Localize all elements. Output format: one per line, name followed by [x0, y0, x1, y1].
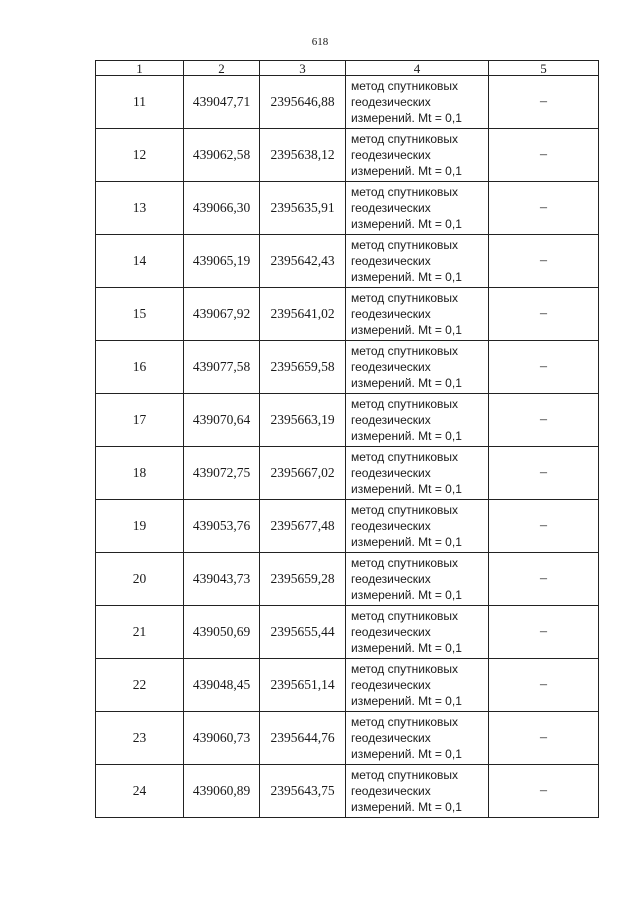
method-cell [346, 76, 489, 129]
column-header-4: 4 [346, 61, 489, 76]
method-line-3: измерений. Mt = 0,1 [351, 111, 462, 125]
table-row [96, 182, 599, 235]
method-cell [346, 500, 489, 553]
method-line-2: геодезических [351, 466, 431, 480]
coordinates-table [95, 60, 599, 818]
method-line-2: геодезических [351, 625, 431, 639]
method-cell [346, 553, 489, 606]
method-cell [346, 712, 489, 765]
method-line-2: геодезических [351, 360, 431, 374]
method-cell [346, 447, 489, 500]
page-number: 618 [311, 36, 329, 48]
method-line-1: метод спутниковых [351, 291, 459, 305]
method-line-3: измерений. Mt = 0,1 [351, 270, 462, 284]
method-line-2: геодезических [351, 201, 431, 215]
method-line-2: геодезических [351, 307, 431, 321]
y-coordinate-cell: 2395659,28 [260, 553, 346, 606]
table-header-row [96, 61, 599, 76]
method-cell [346, 394, 489, 447]
y-coordinate-cell: 2395644,76 [260, 712, 346, 765]
point-number-cell: 20 [96, 553, 184, 606]
table-row [96, 765, 599, 818]
point-number-cell: 14 [96, 235, 184, 288]
method-line-3: измерений. Mt = 0,1 [351, 747, 462, 761]
method-cell [346, 765, 489, 818]
table-row [96, 394, 599, 447]
method-line-1: метод спутниковых [351, 662, 459, 676]
column-5-cell: – [489, 606, 599, 659]
x-coordinate-cell: 439062,58 [184, 129, 260, 182]
column-5-cell: – [489, 288, 599, 341]
method-line-1: метод спутниковых [351, 768, 459, 782]
x-coordinate-cell: 439060,73 [184, 712, 260, 765]
y-coordinate-cell: 2395646,88 [260, 76, 346, 129]
column-5-cell: – [489, 447, 599, 500]
method-line-1: метод спутниковых [351, 238, 459, 252]
y-coordinate-cell: 2395659,58 [260, 341, 346, 394]
table-row [96, 235, 599, 288]
method-line-2: геодезических [351, 572, 431, 586]
x-coordinate-cell: 439072,75 [184, 447, 260, 500]
table-row [96, 712, 599, 765]
column-5-cell: – [489, 659, 599, 712]
method-line-2: геодезических [351, 784, 431, 798]
y-coordinate-cell: 2395663,19 [260, 394, 346, 447]
method-line-1: метод спутниковых [351, 450, 459, 464]
column-header-5: 5 [489, 61, 599, 76]
table-row [96, 553, 599, 606]
table-body [96, 76, 599, 818]
table-row [96, 76, 599, 129]
method-line-1: метод спутниковых [351, 344, 459, 358]
table-row [96, 288, 599, 341]
method-line-3: измерений. Mt = 0,1 [351, 376, 462, 390]
method-line-1: метод спутниковых [351, 397, 459, 411]
method-cell [346, 129, 489, 182]
column-5-cell: – [489, 341, 599, 394]
y-coordinate-cell: 2395641,02 [260, 288, 346, 341]
column-5-cell: – [489, 553, 599, 606]
method-line-3: измерений. Mt = 0,1 [351, 482, 462, 496]
column-header-2: 2 [184, 61, 260, 76]
x-coordinate-cell: 439053,76 [184, 500, 260, 553]
x-coordinate-cell: 439060,89 [184, 765, 260, 818]
y-coordinate-cell: 2395638,12 [260, 129, 346, 182]
x-coordinate-cell: 439050,69 [184, 606, 260, 659]
point-number-cell: 11 [96, 76, 184, 129]
method-line-3: измерений. Mt = 0,1 [351, 323, 462, 337]
point-number-cell: 22 [96, 659, 184, 712]
x-coordinate-cell: 439070,64 [184, 394, 260, 447]
column-5-cell: – [489, 394, 599, 447]
column-header-1: 1 [96, 61, 184, 76]
x-coordinate-cell: 439067,92 [184, 288, 260, 341]
y-coordinate-cell: 2395677,48 [260, 500, 346, 553]
table-row [96, 341, 599, 394]
table-row [96, 606, 599, 659]
x-coordinate-cell: 439066,30 [184, 182, 260, 235]
column-5-cell: – [489, 765, 599, 818]
method-line-2: геодезических [351, 678, 431, 692]
method-line-1: метод спутниковых [351, 79, 459, 93]
table-row [96, 129, 599, 182]
table-row [96, 659, 599, 712]
x-coordinate-cell: 439043,73 [184, 553, 260, 606]
column-5-cell: – [489, 129, 599, 182]
method-cell [346, 606, 489, 659]
method-line-1: метод спутниковых [351, 715, 459, 729]
column-5-cell: – [489, 182, 599, 235]
method-line-3: измерений. Mt = 0,1 [351, 588, 462, 602]
point-number-cell: 21 [96, 606, 184, 659]
point-number-cell: 18 [96, 447, 184, 500]
method-line-3: измерений. Mt = 0,1 [351, 800, 462, 814]
method-cell [346, 182, 489, 235]
point-number-cell: 19 [96, 500, 184, 553]
method-line-2: геодезических [351, 254, 431, 268]
method-cell [346, 341, 489, 394]
method-line-2: геодезических [351, 95, 431, 109]
method-line-2: геодезических [351, 148, 431, 162]
column-5-cell: – [489, 500, 599, 553]
method-line-1: метод спутниковых [351, 556, 459, 570]
point-number-cell: 16 [96, 341, 184, 394]
x-coordinate-cell: 439077,58 [184, 341, 260, 394]
method-line-3: измерений. Mt = 0,1 [351, 535, 462, 549]
method-line-2: геодезических [351, 731, 431, 745]
point-number-cell: 12 [96, 129, 184, 182]
x-coordinate-cell: 439065,19 [184, 235, 260, 288]
method-cell [346, 659, 489, 712]
method-line-1: метод спутниковых [351, 609, 459, 623]
method-line-3: измерений. Mt = 0,1 [351, 217, 462, 231]
y-coordinate-cell: 2395642,43 [260, 235, 346, 288]
method-cell [346, 288, 489, 341]
y-coordinate-cell: 2395667,02 [260, 447, 346, 500]
method-line-2: геодезических [351, 413, 431, 427]
y-coordinate-cell: 2395651,14 [260, 659, 346, 712]
method-line-2: геодезических [351, 519, 431, 533]
method-line-3: измерений. Mt = 0,1 [351, 164, 462, 178]
method-line-1: метод спутниковых [351, 185, 459, 199]
method-line-3: измерений. Mt = 0,1 [351, 429, 462, 443]
method-line-1: метод спутниковых [351, 132, 459, 146]
y-coordinate-cell: 2395655,44 [260, 606, 346, 659]
point-number-cell: 23 [96, 712, 184, 765]
y-coordinate-cell: 2395635,91 [260, 182, 346, 235]
x-coordinate-cell: 439048,45 [184, 659, 260, 712]
table-row [96, 447, 599, 500]
method-line-1: метод спутниковых [351, 503, 459, 517]
point-number-cell: 17 [96, 394, 184, 447]
point-number-cell: 24 [96, 765, 184, 818]
column-header-3: 3 [260, 61, 346, 76]
column-5-cell: – [489, 235, 599, 288]
y-coordinate-cell: 2395643,75 [260, 765, 346, 818]
column-5-cell: – [489, 712, 599, 765]
method-line-3: измерений. Mt = 0,1 [351, 641, 462, 655]
point-number-cell: 15 [96, 288, 184, 341]
point-number-cell: 13 [96, 182, 184, 235]
table-row [96, 500, 599, 553]
x-coordinate-cell: 439047,71 [184, 76, 260, 129]
column-5-cell: – [489, 76, 599, 129]
method-cell [346, 235, 489, 288]
method-line-3: измерений. Mt = 0,1 [351, 694, 462, 708]
